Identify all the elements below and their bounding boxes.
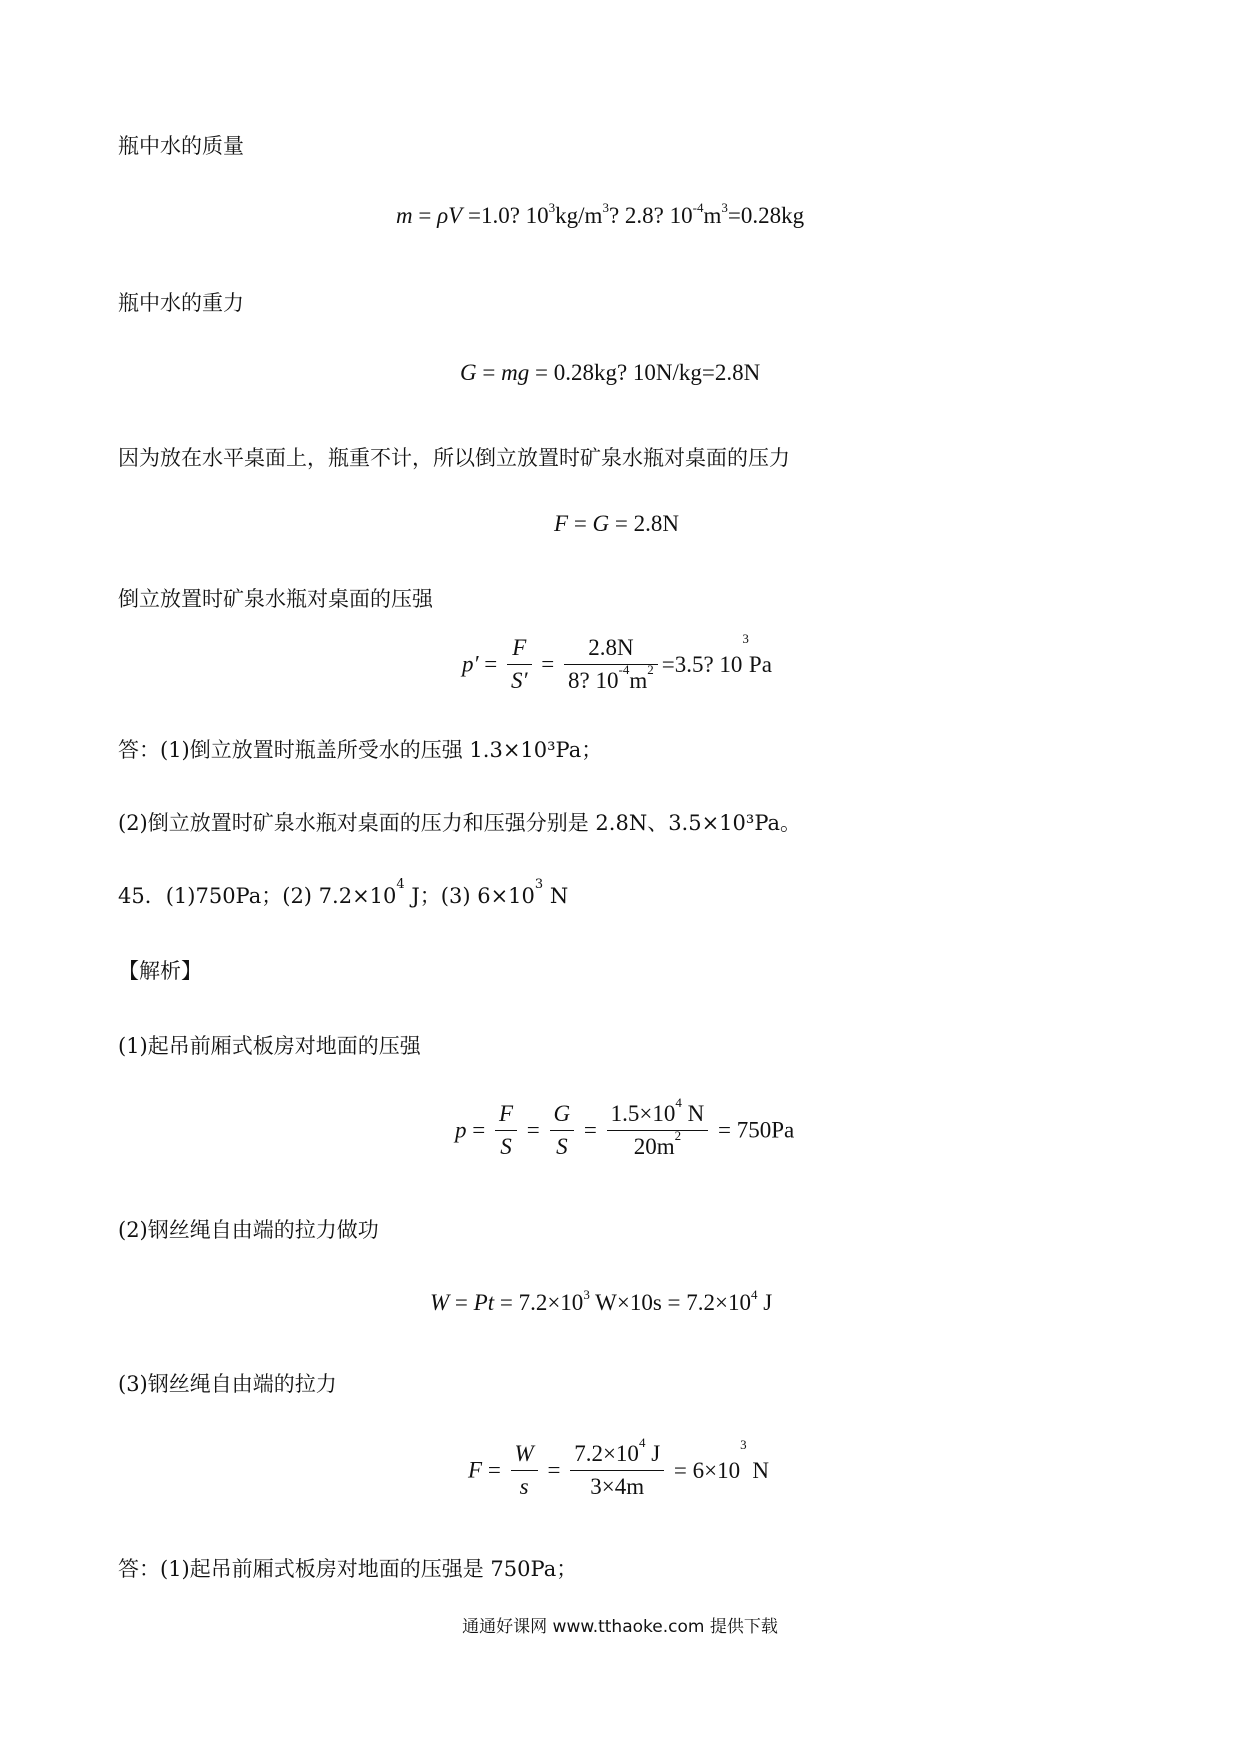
equation-ground-pressure: p = $\frac{F}{S}$ = $\frac{G}{S}$ = $\frac{1.5\times 10^4 N}{20m^2}$ = 750Pa: [455, 1095, 795, 1159]
step-1-label: (1)起吊前厢式板房对地面的压强: [118, 1034, 421, 1058]
step-2-label: (2)钢丝绳自由端的拉力做功: [118, 1218, 379, 1242]
footer-source: 通通好课网 www.tthaoke.com 提供下载: [462, 1617, 778, 1637]
equation-weight: G = mg = 0.28kg? 10N/kg=2.8N: [460, 360, 761, 385]
equation-work: $W = Pt = 7.2\times 10^3$ $W\times 10s = 7.2\times 10^4$ J: [430, 1287, 773, 1315]
label-pressure-force-reason: 因为放在水平桌面上，瓶重不计，所以倒立放置时矿泉水瓶对桌面的压力: [118, 446, 790, 470]
equation-pressure-inverted: p′ = $\frac{F}{S'}$ = $\frac{2.8N}{8? 10^{-4}m^2}$ =3.5? $10^3Pa$: [462, 630, 772, 693]
equation-mass: m = ρV =1.0? $10^3kg/m^3$? 2.8? $10^{-4}m^3=0.28kg$: [396, 200, 805, 228]
question-45-answer: 45．(1)750Pa；(2) $7.2\times 10^4$ J；(3) $6\times 10^3$ N: [118, 877, 569, 908]
analysis-heading: 【解析】: [118, 959, 202, 983]
answer-2: (2)倒立放置时矿泉水瓶对桌面的压力和压强分别是 2.8N、3.5×10³Pa。: [118, 811, 802, 835]
step-3-label: (3)钢丝绳自由端的拉力: [118, 1372, 337, 1396]
label-water-weight: 瓶中水的重力: [118, 291, 244, 315]
label-water-mass: 瓶中水的质量: [118, 134, 244, 158]
answer-1: 答：(1)倒立放置时瓶盖所受水的压强 1.3×10³Pa；: [118, 738, 603, 762]
equation-force: F = G = 2.8N: [554, 511, 680, 536]
equation-pull-force: F = $\frac{W}{s}$ = $\frac{7.2\times 10^4 J}{3\times 4m}$ = $6\times 10^3$ N: [468, 1435, 769, 1499]
label-inverted-pressure: 倒立放置时矿泉水瓶对桌面的压强: [118, 587, 433, 611]
final-answer-1: 答：(1)起吊前厢式板房对地面的压强是 750Pa；: [118, 1557, 578, 1581]
